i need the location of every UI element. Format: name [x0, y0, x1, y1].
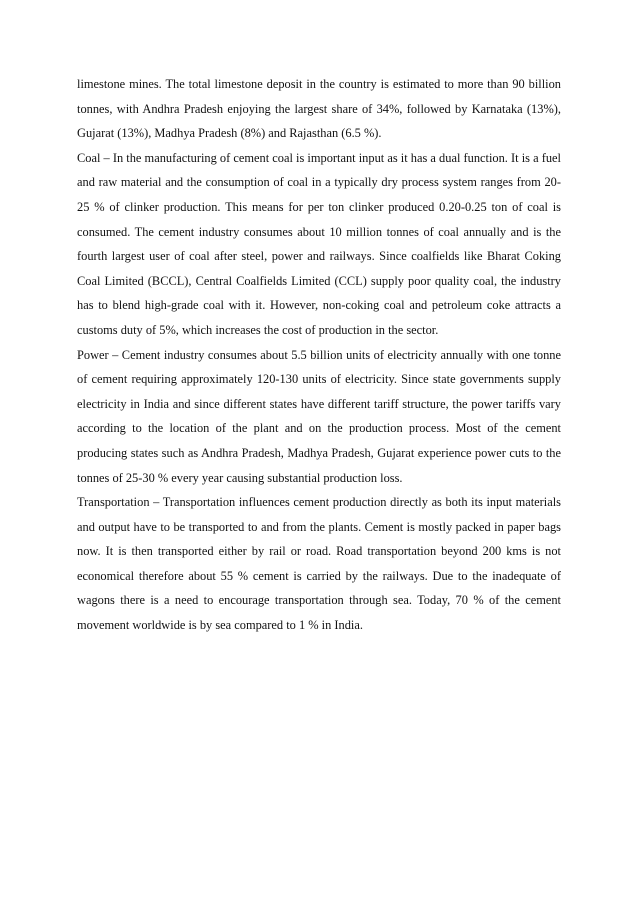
paragraph-coal: Coal – In the manufacturing of cement coal is important input as it has a dual function. It is a fuel and raw material and the consumption of coal in a typically dry process system ranges from 20-25 % of clinker production. This means for per ton clinker produced 0.20-0.25 ton of coal is consumed. The cement industry consumes about 10 million tonnes of coal annually and is the fourth largest user of coal after steel, power and railways. Since coalfields like Bharat Coking Coal Limited (BCCL), Central Coalfields Limited (CCL) supply poor quality coal, the industry has to blend high-grade coal with it. However, non-coking coal and petroleum coke attracts a customs duty of 5%, which increases the cost of production in the sector. — [77, 150, 561, 337]
body-text — [77, 72, 561, 638]
paragraph-transportation: Transportation – Transportation influences cement production directly as both its input materials and output have to be transported to and from the plants. Cement is mostly packed in paper bags now. It is then transported either by rail or road. Road transportation beyond 200 kms is not economical therefore about 55 % cement is carried by the railways. Due to the inadequate of wagons there is a need to encourage transportation through sea. Today, 70 % of the cement movement worldwide is by sea compared to 1 % in India. — [77, 495, 561, 633]
paragraph-power: Power – Cement industry consumes about 5.5 billion units of electricity annually with one tonne of cement requiring approximately 120-130 units of electricity. Since state governments supply electricity in India and since different states have different tariff structure, the power tariffs vary according to the location of the plant and on the production process. Most of the cement producing states such as Andhra Pradesh, Madhya Pradesh, Gujarat experience power cuts to the tonnes of 25-30 % every year causing substantial production loss. — [77, 347, 561, 485]
paragraph-limestone: limestone mines. The total limestone deposit in the country is estimated to more than 90 billion tonnes, with Andhra Pradesh enjoying the largest share of 34%, followed by Karnataka (13%), Gujarat (13%), Madhya Pradesh (8%) and Rajasthan (6.5 %). — [77, 77, 561, 141]
